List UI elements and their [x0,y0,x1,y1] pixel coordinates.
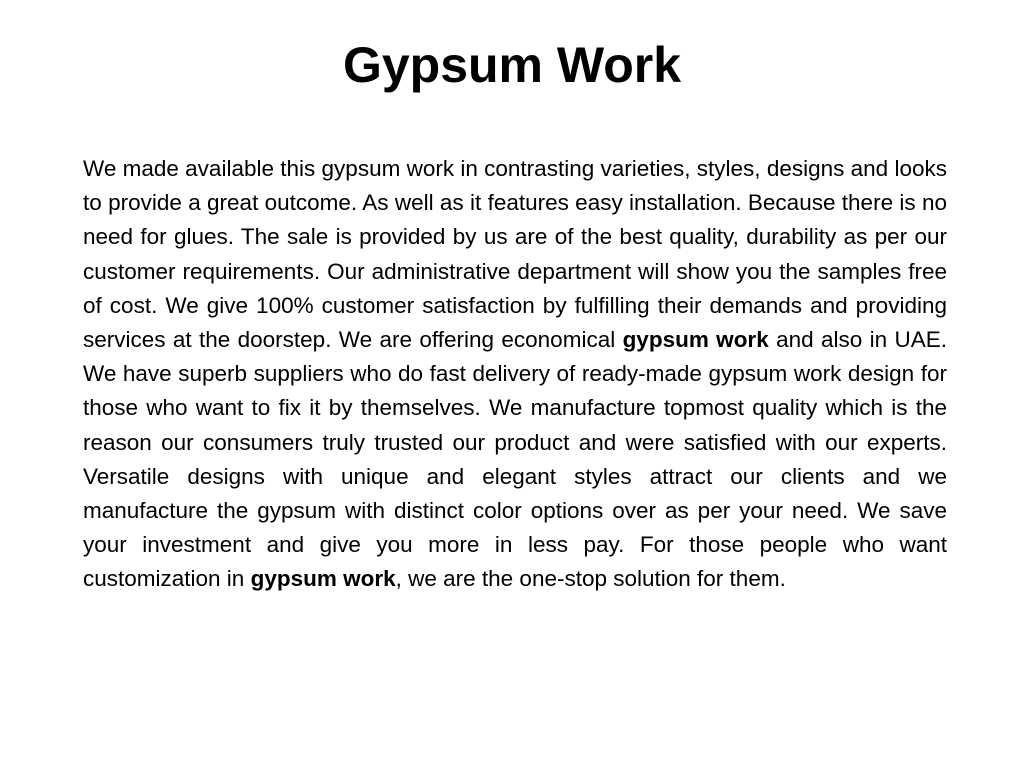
body-text-part-1: We made available this gypsum work in contrasting varieties, styles, designs and looks to provide a great outcome. As well as it features easy installation. Because there is no need for glues. The sale is provided by us are of the best quality, durability as per our customer requirements. Our administrative department will show you the samples free of cost. We give 100% customer satisfaction by fulfilling their demands and providing services at the doorstep. We are offering economical [83,156,947,353]
slide-title: Gypsum Work [342,37,682,93]
slide-body-paragraph [83,152,947,597]
body-keyword-1: gypsum work [622,327,769,353]
body-keyword-2: gypsum work [250,566,396,592]
body-text-part-3: , we are the one-stop solution for them. [395,566,786,592]
body-text-part-2: and also in UAE. We have superb suppliers who do fast delivery of ready-made gypsum work design for those who want to fix it by themselves. We manufacture topmost quality which is the reason our consumers truly trusted our product and were satisfied with our experts. Versatile designs with unique and elegant styles attract our clients and we manufacture the gypsum with distinct color options over as per your need. We save your investment and give you more in less pay. For those people who want customization in [83,327,947,592]
